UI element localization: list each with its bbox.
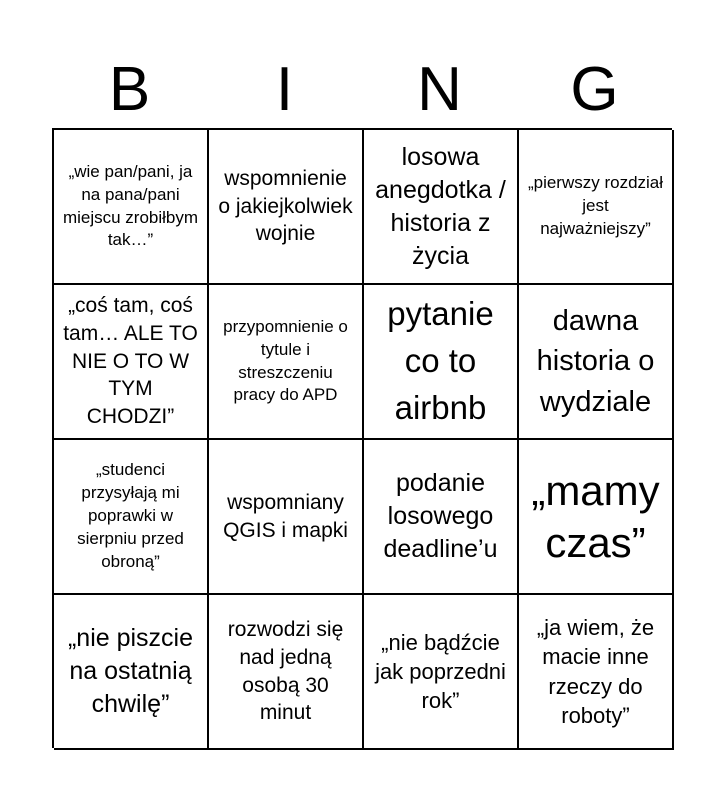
cell-text: „nie piszcie na ostatnią chwilę” bbox=[67, 624, 194, 718]
cell-text: przypomnienie o tytule i streszczeniu pracy do APD bbox=[223, 316, 348, 405]
bingo-cell[interactable] bbox=[519, 595, 674, 750]
header-letter-b: B bbox=[108, 55, 151, 124]
cell-text: „nie bądźcie jak poprzedni rok” bbox=[375, 629, 506, 714]
bingo-grid bbox=[52, 128, 672, 748]
cell-text: „wie pan/pani, ja na pana/pani miejscu zrobiłbym tak…” bbox=[62, 161, 199, 250]
bingo-cell[interactable] bbox=[364, 440, 519, 595]
bingo-cell[interactable] bbox=[54, 595, 209, 750]
cell-text: „pierwszy rozdział jest najważniejszy” bbox=[527, 173, 664, 238]
cell-text: wspomnienie o jakiejkolwiek wojnie bbox=[218, 166, 353, 246]
bingo-cell[interactable] bbox=[54, 130, 209, 285]
bingo-cell[interactable] bbox=[209, 130, 364, 285]
bingo-cell[interactable] bbox=[364, 595, 519, 750]
bingo-cell[interactable] bbox=[209, 285, 364, 440]
cell-text: wspomniany QGIS i mapki bbox=[223, 490, 348, 542]
bingo-cell[interactable] bbox=[54, 285, 209, 440]
cell-text: „ja wiem, że macie inne rzeczy do roboty” bbox=[536, 615, 655, 728]
bingo-cell[interactable] bbox=[364, 285, 519, 440]
cell-text: podanie losowego deadline’u bbox=[383, 469, 498, 563]
cell-text: dawna historia o wydziale bbox=[536, 305, 655, 418]
bingo-cell[interactable] bbox=[519, 440, 674, 595]
cell-text: „mamy czas” bbox=[531, 467, 660, 566]
header-letter-g: G bbox=[570, 55, 619, 124]
cell-text: pytanie co to airbnb bbox=[387, 295, 494, 426]
bingo-cell[interactable] bbox=[364, 130, 519, 285]
cell-text: losowa anegdotka / historia z życia bbox=[375, 142, 506, 270]
cell-text: „studenci przysyłają mi poprawki w sierpniu przed obroną” bbox=[77, 460, 184, 571]
bingo-header bbox=[52, 52, 672, 128]
bingo-cell[interactable] bbox=[519, 130, 674, 285]
bingo-cell[interactable] bbox=[209, 440, 364, 595]
bingo-cell[interactable] bbox=[54, 440, 209, 595]
bingo-cell[interactable] bbox=[209, 595, 364, 750]
header-letter-i: I bbox=[275, 55, 294, 124]
cell-text: rozwodzi się nad jedną osobą 30 minut bbox=[227, 618, 344, 725]
bingo-cell[interactable] bbox=[519, 285, 674, 440]
cell-text: „coś tam, coś tam… ALE TO NIE O TO W TYM CHODZI” bbox=[63, 294, 198, 429]
header-letter-n: N bbox=[417, 55, 462, 124]
